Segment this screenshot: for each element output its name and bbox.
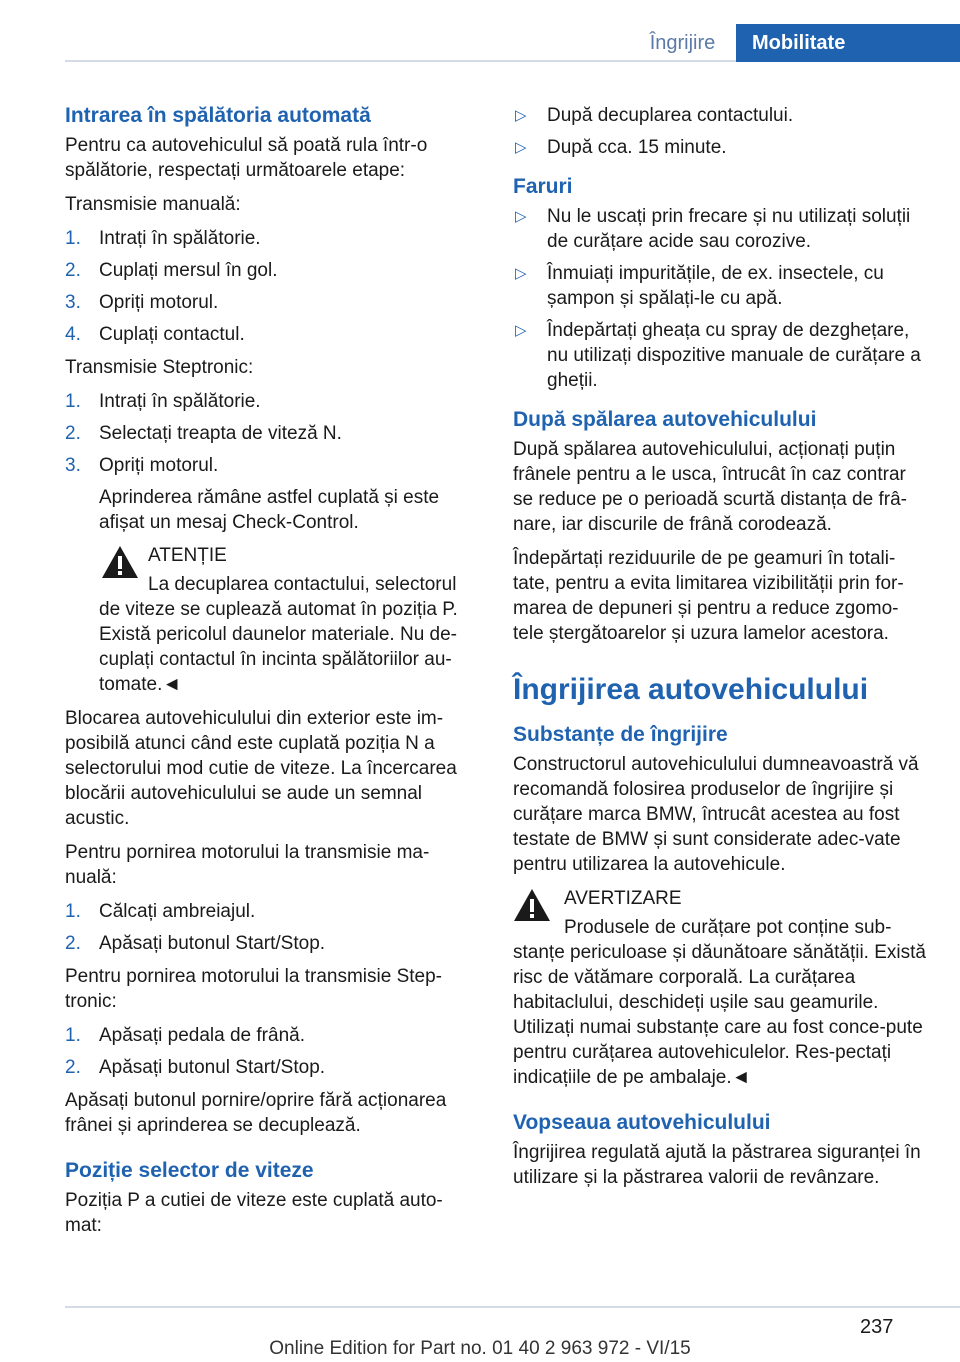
- list-item: 1. Călcați ambreiajul.: [65, 901, 256, 922]
- heading-substances: Substanțe de îngrijire: [513, 723, 728, 746]
- paragraph: Îndepărtați reziduurile de pe geamuri în totali-tate, pentru a evita limitarea vizibilității prin for-marea de depuneri și pentru a reduce zgomo-tele ștergătoarelor și uzura lamelor acestora.: [513, 548, 904, 644]
- list-item: 1. Intrați în spălătorie.: [65, 228, 261, 249]
- warning-box: [513, 886, 928, 1090]
- list-item: 1. Intrați în spălătorie.: [65, 391, 261, 412]
- paragraph: Pentru ca autovehiculul să poată rula într-o spălătorie, respectați următoarele etape:: [65, 135, 428, 181]
- footer-edition: Online Edition for Part no. 01 40 2 963 972 - VI/15: [269, 1338, 691, 1359]
- heading-care: Îngrijirea autovehiculului: [513, 673, 869, 706]
- list-item: 3. Opriți motorul.: [65, 292, 219, 313]
- paragraph: Pentru pornirea motorului la transmisie ma-nuală:: [65, 842, 430, 888]
- warning-box: [65, 543, 477, 697]
- faruri-list: [513, 204, 928, 393]
- heading-paint: Vopseaua autovehiculului: [513, 1111, 771, 1134]
- start-step-list: [65, 1023, 477, 1080]
- tab-ingrijire[interactable]: Îngrijire: [649, 32, 716, 54]
- tab-mobilitate[interactable]: Mobilitate: [736, 24, 960, 62]
- heading-wash: Intrarea în spălătoria automată: [65, 104, 371, 127]
- warning-title: ATENȚIE: [148, 545, 227, 566]
- selector-items-list: [513, 103, 928, 160]
- heading-selector: Poziție selector de viteze: [65, 1159, 314, 1182]
- page-number: 237: [860, 1316, 894, 1338]
- warning-title: AVERTIZARE: [564, 888, 682, 909]
- list-item: 2. Apăsați butonul Start/Stop.: [65, 1057, 326, 1078]
- paragraph: Apăsați butonul pornire/oprire fără acționarea frânei și aprinderea se decuplează.: [65, 1090, 447, 1136]
- paragraph: Poziția P a cutiei de viteze este cuplată auto-mat:: [65, 1190, 443, 1236]
- paragraph: Transmisie Steptronic:: [65, 357, 254, 378]
- right-column: [513, 103, 928, 1199]
- left-column: [65, 103, 477, 1247]
- heading-after-wash: După spălarea autovehiculului: [513, 408, 817, 431]
- list-item: 4. Cuplați contactul.: [65, 324, 245, 345]
- warning-icon: [101, 545, 139, 579]
- paragraph: Îngrijirea regulată ajută la păstrarea siguranței în utilizare și la păstrarea valorii de revânzare.: [513, 1142, 921, 1188]
- paragraph: Pentru pornirea motorului la transmisie Step-tronic:: [65, 966, 443, 1012]
- warning-icon: [513, 888, 551, 922]
- list-item: ▷ După cca. 15 minute.: [515, 137, 727, 158]
- list-item: 2. Cuplați mersul în gol.: [65, 260, 278, 281]
- paragraph: După spălarea autovehiculului, acționați puțin frânele pentru a le usca, întrucât în caz contrar se reduce pe o perioadă scurtă distanța de frâ-nare, iar discurile de frână corodează.: [513, 439, 907, 535]
- heading-faruri: Faruri: [513, 175, 573, 198]
- list-item: 3. Opriți motorul.: [65, 455, 219, 476]
- list-item: ▷ Îndepărtați gheața cu spray de dezghețare, nu utilizați dispozitive manuale de curățare a gheții.: [515, 320, 921, 391]
- paragraph: Blocarea autovehiculului din exterior este im-posibilă atunci când este cuplată poziția N a selectorului mod cutie de viteze. La încercarea blocării autovehiculului se aude un semnal acustic.: [65, 708, 457, 829]
- paragraph: Constructorul autovehiculului dumneavoastră vă recomandă folosirea produselor de îngrijire și curățare marca BMW, întrucât acestea au fost testate de BMW și sunt considerate adec-vate pentru utilizarea la autovehicule.: [513, 754, 919, 875]
- warning-text: Produsele de curățare pot conține sub-stanțe periculoase și dăunătoare sănătății. Există risc de vătămare corporală. La curățarea habitaclului, deschideți ușile sau geamurile. Utilizați numai substanțe care au fost conce-pute pentru curățarea autovehiculelor. Res-pectați indicațiile de pe ambalaje.◄: [513, 917, 926, 1088]
- list-item: ▷ După decuplarea contactului.: [515, 105, 794, 126]
- list-item: 1. Apăsați pedala de frână.: [65, 1025, 305, 1046]
- start-manual-list: [65, 899, 477, 956]
- list-item: ▷ Înmuiați impuritățile, de ex. insectele, cu șampon și spălați-le cu apă.: [515, 263, 884, 309]
- manual-steps-list: [65, 226, 477, 347]
- list-item: 2. Apăsați butonul Start/Stop.: [65, 933, 326, 954]
- steptronic-steps-list: [65, 389, 477, 478]
- paragraph: Transmisie manuală:: [65, 194, 241, 215]
- list-item: ▷ Nu le uscați prin frecare și nu utilizați soluții de curățare acide sau corozive.: [515, 206, 911, 252]
- warning-text: La decuplarea contactului, selectorul de viteze se cuplează automat în poziția P. Există pericolul daunelor materiale. Nu de-cuplați contactul în incinta spălătoriilor au-tomate.◄: [99, 574, 458, 695]
- footer-rule: [65, 1306, 960, 1308]
- step-note: Aprinderea rămâne astfel cuplată și este afișat un mesaj Check-Control.: [99, 487, 440, 533]
- list-item: 2. Selectați treapta de viteză N.: [65, 423, 342, 444]
